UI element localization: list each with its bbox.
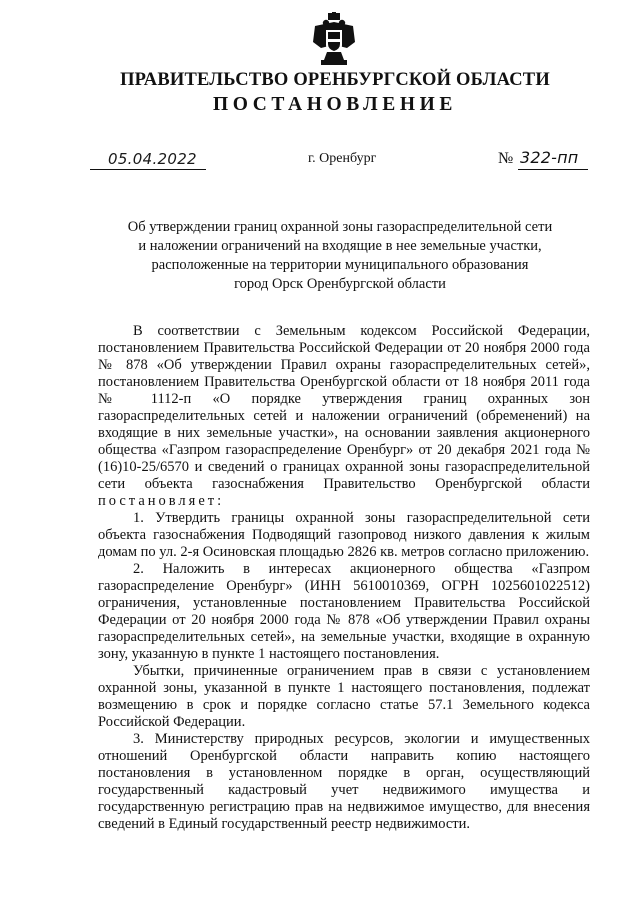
paragraph-compensation: Убытки, причиненные ограничением прав в связи с установлением охранной зоны, указанной в пункте 1 настоящего постановления, подлежат возмещению в срок и порядке согласно статье 57.1 Земельного кодекса Российской Федерации. xyxy=(98,663,590,730)
preamble-text: В соответствии с Земельным кодексом Российской Федерации, постановлением Правительства Российской Федерации от 20 ноября 2000 года № 878 «Об утверждении Правил охраны газораспределительных сетей», постановлением Правительства Оренбургской области от 18 ноября 2011 года № 1112-п «О порядке утверждения границ охранных зон газораспределительных сетей и наложении ограничений (обременений) на входящие в них земельные участки», на основании заявления акционерного общества «Газпром газораспределение Оренбург» от 20 декабря 2021 года № (16)10-25/6570 и сведений о границах охранной зоны газораспределительной сети объекта газоснабжения Правительство Оренбургской области xyxy=(98,323,590,492)
number-sign: № xyxy=(498,150,514,167)
paragraph-1: 1. Утвердить границы охранной зоны газораспределительной сети объекта газоснабжения Подводящий газопровод низкого давления к жилым домам по ул. 2-я Осиновская площадью 2826 кв. метров согласно приложению. xyxy=(98,510,590,560)
decree-word: постановляет: xyxy=(98,493,225,509)
org-title: ПРАВИТЕЛЬСТВО ОРЕНБУРГСКОЙ ОБЛАСТИ xyxy=(120,70,550,90)
date-value: 05.04.2022 xyxy=(108,150,197,168)
subject-line: и наложении ограничений на входящие в нее земельные участки, xyxy=(138,238,542,254)
coat-of-arms-icon xyxy=(311,12,357,66)
subject-line: расположенные на территории муниципального образования xyxy=(151,257,529,273)
paragraph-2: 2. Наложить в интересах акционерного общества «Газпром газораспределение Оренбург» (ИНН 5610010369, ОГРН 1025601022512) ограничения, установленные постановлением Правительства Российской Федерации от 20 ноября 2000 года № 878 «Об утверждении Правил охраны газораспределительных сетей», на земельные участки, входящие в охранную зону, указанную в пункте 1 настоящего постановления. xyxy=(98,561,590,662)
document-number xyxy=(498,149,590,171)
number-underline xyxy=(518,169,588,170)
city: г. Оренбург xyxy=(308,151,377,166)
subject-line: Об утверждении границ охранной зоны газораспределительной сети xyxy=(127,219,553,235)
document-type: ПОСТАНОВЛЕНИЕ xyxy=(212,94,458,115)
preamble-paragraph xyxy=(98,323,590,510)
document-body xyxy=(98,323,590,833)
date-underline xyxy=(90,169,206,170)
subject-line: город Орск Оренбургской области xyxy=(234,276,446,292)
paragraph-3: 3. Министерству природных ресурсов, экологии и имущественных отношений Оренбургской области направить копию настоящего постановления в установленном порядке в орган, осуществляющий государственный кадастровый учет недвижимого имущества и государственную регистрацию прав на недвижимое имущество, для внесения сведений в Единый государственный реестр недвижимости. xyxy=(98,731,590,832)
document-date xyxy=(90,150,206,172)
document-subject xyxy=(90,218,590,294)
number-value: 322-пп xyxy=(520,148,579,167)
